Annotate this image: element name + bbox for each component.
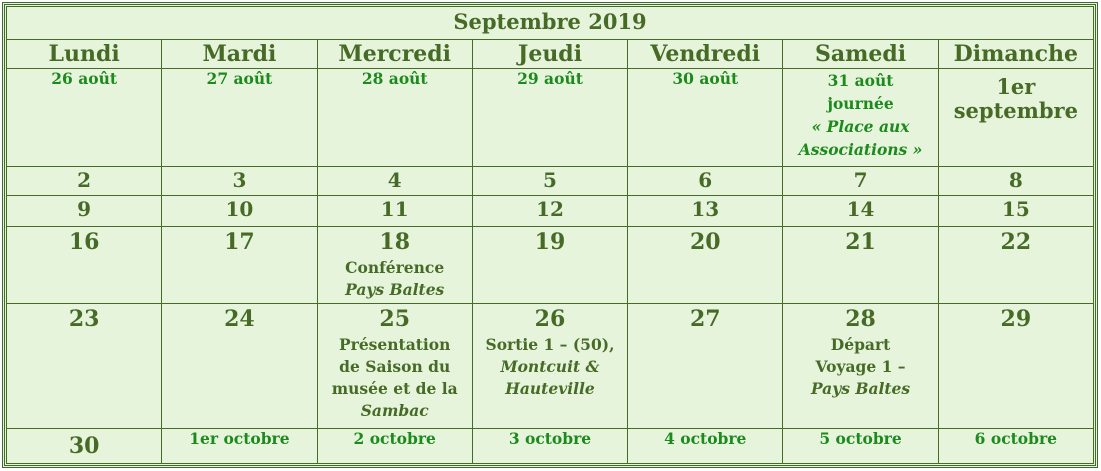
day-cell xyxy=(938,69,1093,167)
week-row xyxy=(7,226,1094,304)
event-text: Sortie 1 – (50), xyxy=(485,335,615,355)
event-text: Départ xyxy=(830,335,891,355)
day-number: 5 xyxy=(472,167,627,196)
event-text: Sambac xyxy=(360,401,429,421)
day-number: 18 xyxy=(379,228,411,255)
day-cell xyxy=(162,69,317,167)
day-number: 13 xyxy=(628,196,783,227)
event-text: Hauteville xyxy=(505,379,595,399)
day-cell xyxy=(628,69,783,167)
day-cell xyxy=(783,304,938,429)
day-cell xyxy=(472,69,627,167)
day-number: 4 xyxy=(317,167,472,196)
week-row xyxy=(7,69,1094,167)
event-text: Pays Baltes xyxy=(810,379,911,399)
day-number: 29 xyxy=(938,304,1093,429)
day-number: 6 xyxy=(628,167,783,196)
day-number: 12 xyxy=(472,196,627,227)
day-date: 27 août xyxy=(206,69,273,89)
week-row xyxy=(7,304,1094,429)
day-number: 24 xyxy=(162,304,317,429)
day-cell xyxy=(7,69,162,167)
day-number: 10 xyxy=(162,196,317,227)
day-number: 2 xyxy=(7,167,162,196)
day-number: 26 xyxy=(534,306,566,333)
day-date: septembre xyxy=(953,98,1078,124)
day-number: 23 xyxy=(7,304,162,429)
event-text: Pays Baltes xyxy=(345,279,445,299)
day-date: 30 août xyxy=(672,69,739,89)
day-date: 4 octobre xyxy=(628,429,783,464)
day-number: 25 xyxy=(379,306,411,333)
day-date: 1er octobre xyxy=(162,429,317,464)
day-number: 8 xyxy=(938,167,1093,196)
weekday-thursday: Jeudi xyxy=(472,39,627,69)
event-text: Voyage 1 – xyxy=(815,357,906,377)
day-cell xyxy=(472,304,627,429)
day-cell xyxy=(317,304,472,429)
event-text: Présentation xyxy=(339,335,451,355)
event-text: Conférence xyxy=(345,257,445,277)
weekday-header-row xyxy=(7,39,1094,69)
day-cell xyxy=(317,226,472,304)
day-date: 3 octobre xyxy=(472,429,627,464)
day-number: 15 xyxy=(938,196,1093,227)
day-date: 26 août xyxy=(51,69,118,89)
day-number: 19 xyxy=(472,226,627,304)
weekday-friday: Vendredi xyxy=(628,39,783,69)
day-number: 14 xyxy=(783,196,938,227)
weekday-monday: Lundi xyxy=(7,39,162,69)
day-number: 20 xyxy=(628,226,783,304)
day-cell xyxy=(783,69,938,167)
day-number: 28 xyxy=(845,306,876,333)
day-date: 6 octobre xyxy=(938,429,1093,464)
day-number: 7 xyxy=(783,167,938,196)
day-number: 30 xyxy=(7,429,162,464)
calendar-frame xyxy=(2,2,1098,468)
event-text: « Place aux xyxy=(811,117,910,137)
calendar-table xyxy=(6,6,1094,464)
day-number: 22 xyxy=(938,226,1093,304)
day-date: 28 août xyxy=(361,69,428,89)
day-number: 27 xyxy=(628,304,783,429)
event-text: musée et de la xyxy=(331,379,458,399)
day-number: 16 xyxy=(7,226,162,304)
weekday-tuesday: Mardi xyxy=(162,39,317,69)
day-date: 5 octobre xyxy=(783,429,938,464)
day-cell xyxy=(317,69,472,167)
day-date: 31 août xyxy=(827,71,894,91)
week-row xyxy=(7,196,1094,227)
week-row xyxy=(7,429,1094,464)
day-date: 29 août xyxy=(517,69,583,89)
event-text: Montcuit & xyxy=(500,357,600,377)
day-number: 9 xyxy=(7,196,162,227)
event-text: Associations » xyxy=(798,140,923,160)
event-text: de Saison du xyxy=(339,357,451,377)
day-date: 1er xyxy=(996,74,1036,100)
day-number: 11 xyxy=(317,196,472,227)
weekday-sunday: Dimanche xyxy=(938,39,1093,69)
day-date: 2 octobre xyxy=(317,429,472,464)
calendar-title: Septembre 2019 xyxy=(7,7,1094,40)
day-number: 17 xyxy=(162,226,317,304)
weekday-saturday: Samedi xyxy=(783,39,938,69)
day-number: 3 xyxy=(162,167,317,196)
day-number: 21 xyxy=(783,226,938,304)
event-text: journée xyxy=(827,94,894,114)
week-row xyxy=(7,167,1094,196)
weekday-wednesday: Mercredi xyxy=(317,39,472,69)
